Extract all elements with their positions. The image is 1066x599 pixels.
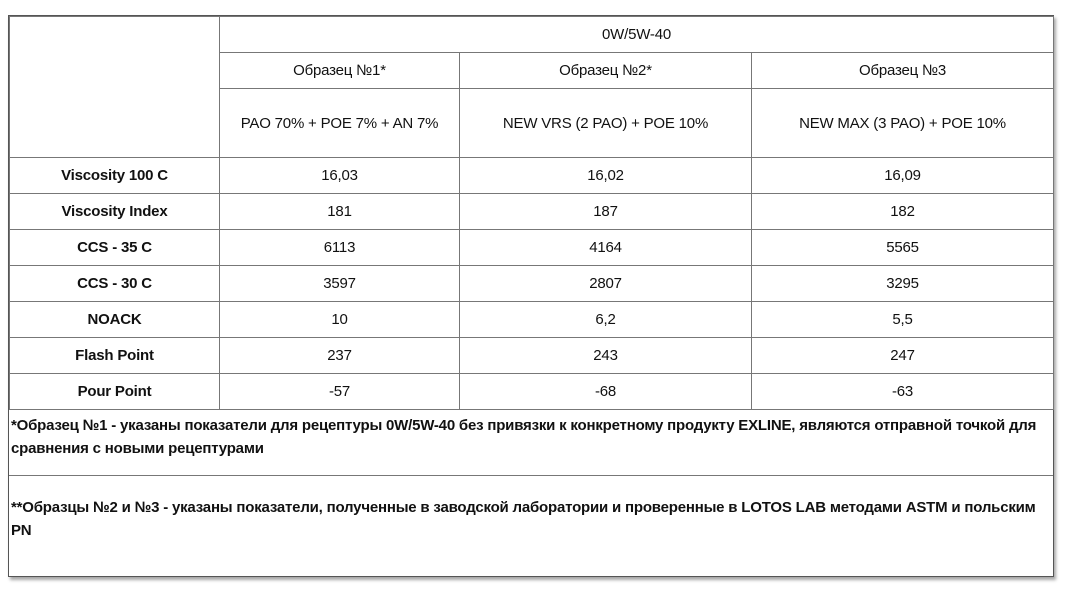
corner-cell: [10, 17, 220, 158]
table-cell: 16,03: [220, 158, 460, 194]
group-header: 0W/5W-40: [220, 17, 1054, 53]
table-header-row: [10, 17, 1054, 53]
table-cell: 16,02: [460, 158, 752, 194]
parameter-label: Flash Point: [10, 338, 220, 374]
table-cell: 6113: [220, 230, 460, 266]
table-cell: 3295: [752, 266, 1054, 302]
footnotes: [9, 408, 1053, 576]
table-row: [10, 338, 1054, 374]
footnote-sample-1: *Образец №1 - указаны показатели для рецептуры 0W/5W-40 без привязки к конкретному продукту EXLINE, являются отправной точкой для сравнения с новыми рецептурами: [9, 408, 1053, 476]
table-cell: 187: [460, 194, 752, 230]
table-row: [10, 374, 1054, 410]
footnote-samples-2-3: **Образцы №2 и №3 - указаны показатели, полученные в заводской лаборатории и проверенные в LOTOS LAB методами ASTM и польским PN: [11, 499, 1036, 539]
table-cell: 5,5: [752, 302, 1054, 338]
table-cell: 3597: [220, 266, 460, 302]
table-cell: 182: [752, 194, 1054, 230]
sample-name: Образец №2*: [460, 53, 752, 89]
table-cell: 4164: [460, 230, 752, 266]
sample-formula: NEW VRS (2 PAO) + POE 10%: [460, 89, 752, 158]
parameter-label: Pour Point: [10, 374, 220, 410]
sample-name: Образец №3: [752, 53, 1054, 89]
parameter-label: Viscosity Index: [10, 194, 220, 230]
sample-formula: PAO 70% + POE 7% + AN 7%: [220, 89, 460, 158]
document-frame: [8, 15, 1054, 577]
table-cell: 2807: [460, 266, 752, 302]
table-cell: 181: [220, 194, 460, 230]
table-row: [10, 302, 1054, 338]
sample-formula: NEW MAX (3 PAO) + POE 10%: [752, 89, 1054, 158]
sample-name: Образец №1*: [220, 53, 460, 89]
parameter-label: NOACK: [10, 302, 220, 338]
table-cell: 10: [220, 302, 460, 338]
parameter-label: Viscosity 100 C: [10, 158, 220, 194]
table-cell: 16,09: [752, 158, 1054, 194]
table-row: [10, 230, 1054, 266]
parameter-label: CCS - 30 C: [10, 266, 220, 302]
table-row: [10, 194, 1054, 230]
table-cell: 5565: [752, 230, 1054, 266]
table-cell: 237: [220, 338, 460, 374]
table-cell: -63: [752, 374, 1054, 410]
table-cell: 6,2: [460, 302, 752, 338]
table-row: [10, 266, 1054, 302]
table-cell: 243: [460, 338, 752, 374]
table-cell: -68: [460, 374, 752, 410]
specification-table: [9, 16, 1054, 410]
table-row: [10, 158, 1054, 194]
table-cell: -57: [220, 374, 460, 410]
table-cell: 247: [752, 338, 1054, 374]
parameter-label: CCS - 35 C: [10, 230, 220, 266]
